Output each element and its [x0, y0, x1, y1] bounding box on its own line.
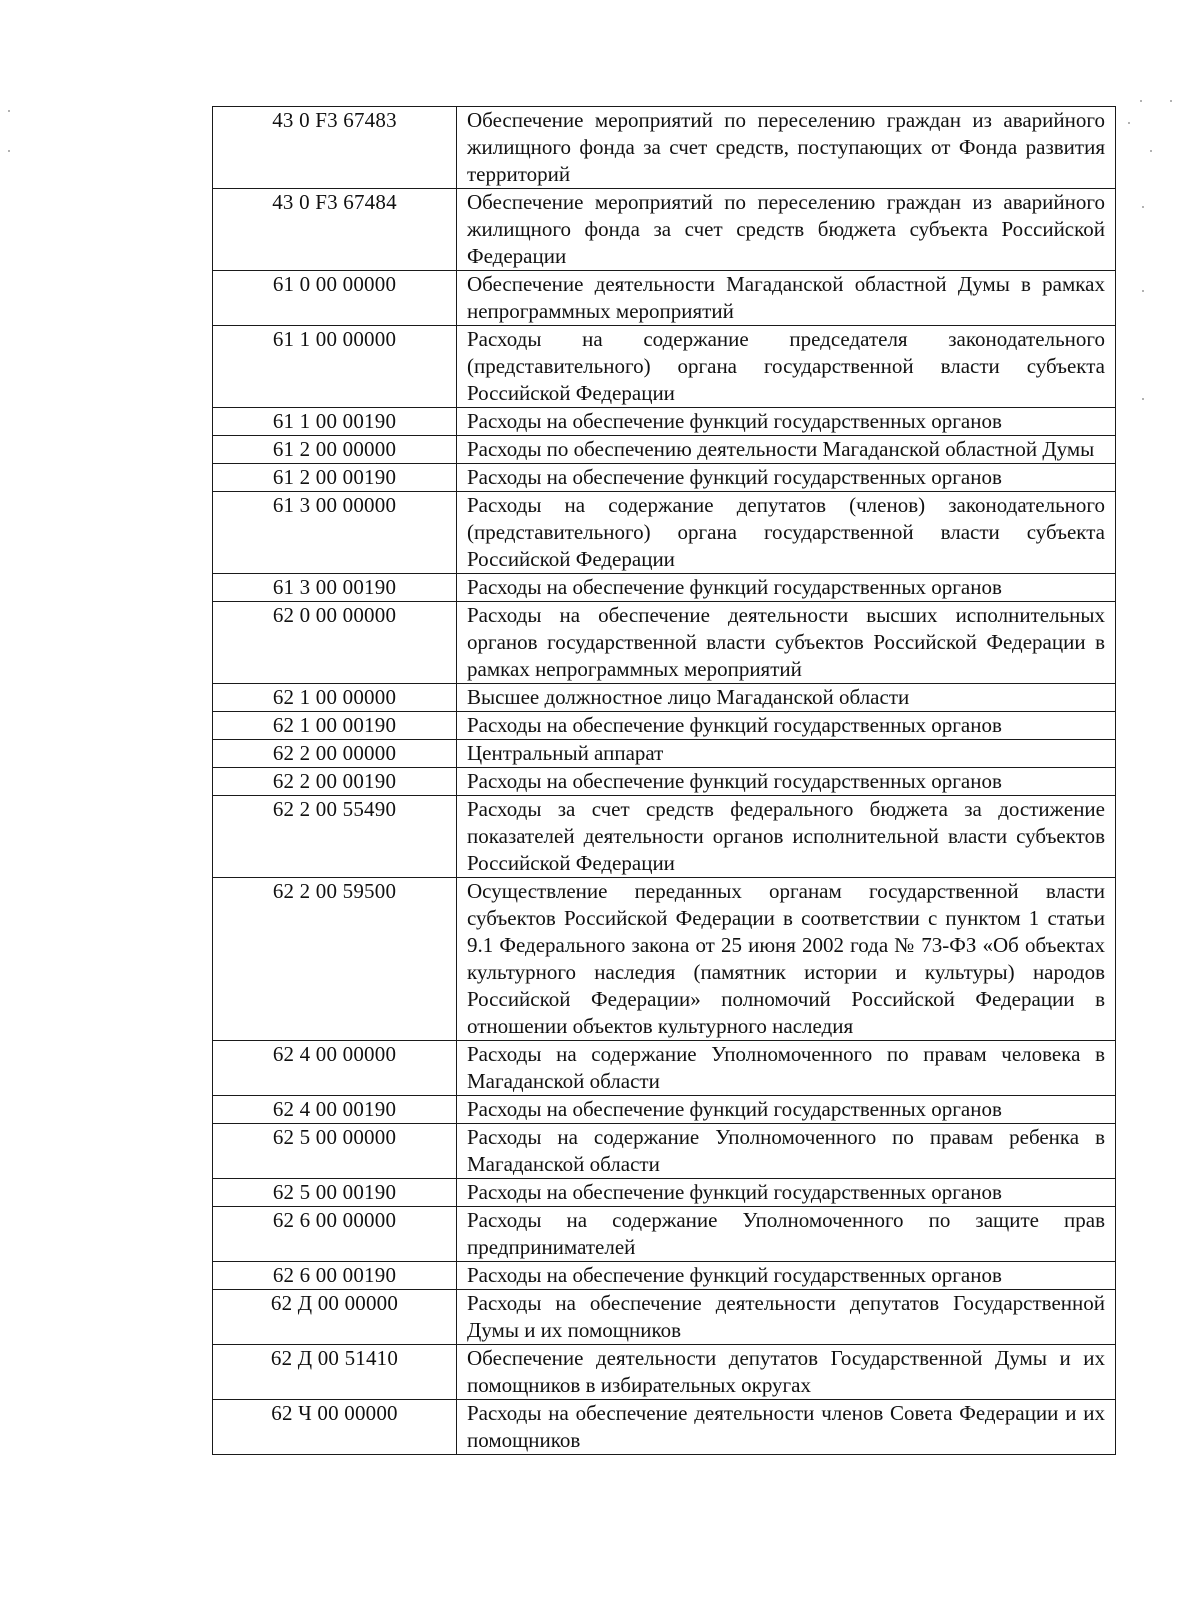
budget-code-cell: 62 2 00 59500 [213, 878, 457, 1041]
budget-code-cell: 62 2 00 00190 [213, 768, 457, 796]
table-row [213, 1096, 1116, 1124]
budget-code-cell: 62 6 00 00000 [213, 1207, 457, 1262]
table-row [213, 326, 1116, 408]
budget-code-cell: 62 Ч 00 00000 [213, 1400, 457, 1455]
table-row [213, 878, 1116, 1041]
expense-description-cell: Обеспечение мероприятий по переселению граждан из аварийного жилищного фонда за счет средств бюджета субъекта Российской Федерации [457, 189, 1116, 271]
budget-code-cell: 61 3 00 00000 [213, 492, 457, 574]
expense-description-cell: Расходы на обеспечение деятельности членов Совета Федерации и их помощников [457, 1400, 1116, 1455]
expense-description-cell: Расходы за счет средств федерального бюджета за достижение показателей деятельности органов исполнительной власти субъектов Российской Федерации [457, 796, 1116, 878]
budget-code-cell: 62 5 00 00000 [213, 1124, 457, 1179]
scan-speck [1140, 100, 1142, 102]
budget-code-cell: 62 Д 00 00000 [213, 1290, 457, 1345]
expense-description-cell: Центральный аппарат [457, 740, 1116, 768]
budget-code-cell: 62 1 00 00190 [213, 712, 457, 740]
table-row [213, 712, 1116, 740]
table-row [213, 1124, 1116, 1179]
expense-description-cell: Расходы на обеспечение функций государственных органов [457, 1262, 1116, 1290]
expense-description-cell: Расходы на обеспечение функций государственных органов [457, 1096, 1116, 1124]
table-row [213, 408, 1116, 436]
budget-codes-table [212, 106, 1116, 1455]
expense-description-cell: Расходы на обеспечение функций государственных органов [457, 408, 1116, 436]
budget-code-cell: 62 2 00 00000 [213, 740, 457, 768]
expense-description-cell: Расходы на обеспечение функций государственных органов [457, 464, 1116, 492]
table-row [213, 768, 1116, 796]
budget-code-cell: 62 1 00 00000 [213, 684, 457, 712]
budget-code-cell: 62 2 00 55490 [213, 796, 457, 878]
expense-description-cell: Обеспечение деятельности Магаданской областной Думы в рамках непрограммных мероприятий [457, 271, 1116, 326]
budget-code-cell: 43 0 F3 67483 [213, 107, 457, 189]
table-row [213, 1400, 1116, 1455]
table-row [213, 436, 1116, 464]
scan-speck [1170, 100, 1172, 102]
expense-description-cell: Расходы на обеспечение функций государственных органов [457, 1179, 1116, 1207]
budget-code-cell: 62 5 00 00190 [213, 1179, 457, 1207]
scan-speck [8, 150, 10, 152]
budget-code-cell: 43 0 F3 67484 [213, 189, 457, 271]
table-row [213, 189, 1116, 271]
scan-speck [8, 110, 10, 112]
expense-description-cell: Расходы на содержание Уполномоченного по правам человека в Магаданской области [457, 1041, 1116, 1096]
expense-description-cell: Обеспечение мероприятий по переселению граждан из аварийного жилищного фонда за счет средств, поступающих от Фонда развития территорий [457, 107, 1116, 189]
table-row [213, 684, 1116, 712]
scan-speck [1128, 122, 1130, 124]
table-row [213, 464, 1116, 492]
expense-description-cell: Расходы на содержание председателя законодательного (представительного) органа государственной власти субъекта Российской Федерации [457, 326, 1116, 408]
table-row [213, 796, 1116, 878]
expense-description-cell: Расходы на содержание Уполномоченного по защите прав предпринимателей [457, 1207, 1116, 1262]
table-row [213, 740, 1116, 768]
table-row [213, 271, 1116, 326]
budget-code-cell: 61 1 00 00190 [213, 408, 457, 436]
budget-code-cell: 61 3 00 00190 [213, 574, 457, 602]
scan-speck [1150, 150, 1152, 152]
budget-code-cell: 61 0 00 00000 [213, 271, 457, 326]
budget-code-cell: 62 4 00 00190 [213, 1096, 457, 1124]
expense-description-cell: Расходы на обеспечение функций государственных органов [457, 574, 1116, 602]
expense-description-cell: Расходы на обеспечение деятельности высших исполнительных органов государственной власти субъектов Российской Федерации в рамках непрограммных мероприятий [457, 602, 1116, 684]
table-row [213, 1262, 1116, 1290]
scan-speck [1142, 398, 1144, 400]
budget-code-cell: 62 4 00 00000 [213, 1041, 457, 1096]
table-row [213, 492, 1116, 574]
expense-description-cell: Осуществление переданных органам государственной власти субъектов Российской Федерации в соответствии с пунктом 1 статьи 9.1 Федерального закона от 25 июня 2002 года № 73-ФЗ «Об объектах культурного наследия (памятник истории и культуры) народов Российской Федерации» полномочий Российской Федерации в отношении объектов культурного наследия [457, 878, 1116, 1041]
expense-description-cell: Расходы на обеспечение деятельности депутатов Государственной Думы и их помощников [457, 1290, 1116, 1345]
table-row [213, 1290, 1116, 1345]
table-row [213, 1345, 1116, 1400]
table-row [213, 107, 1116, 189]
table-row [213, 574, 1116, 602]
budget-code-cell: 62 Д 00 51410 [213, 1345, 457, 1400]
expense-description-cell: Обеспечение деятельности депутатов Государственной Думы и их помощников в избирательных округах [457, 1345, 1116, 1400]
table-body [213, 107, 1116, 1455]
budget-code-cell: 61 2 00 00190 [213, 464, 457, 492]
budget-code-cell: 61 2 00 00000 [213, 436, 457, 464]
table-row [213, 602, 1116, 684]
expense-description-cell: Расходы на содержание депутатов (членов) законодательного (представительного) органа государственной власти субъекта Российской Федерации [457, 492, 1116, 574]
expense-description-cell: Расходы по обеспечению деятельности Магаданской областной Думы [457, 436, 1116, 464]
expense-description-cell: Расходы на обеспечение функций государственных органов [457, 768, 1116, 796]
expense-description-cell: Высшее должностное лицо Магаданской области [457, 684, 1116, 712]
budget-code-cell: 62 6 00 00190 [213, 1262, 457, 1290]
table-row [213, 1207, 1116, 1262]
budget-code-cell: 61 1 00 00000 [213, 326, 457, 408]
table-row [213, 1179, 1116, 1207]
scan-speck [1142, 290, 1144, 292]
scan-speck [1142, 206, 1144, 208]
table-row [213, 1041, 1116, 1096]
expense-description-cell: Расходы на содержание Уполномоченного по правам ребенка в Магаданской области [457, 1124, 1116, 1179]
expense-description-cell: Расходы на обеспечение функций государственных органов [457, 712, 1116, 740]
budget-code-cell: 62 0 00 00000 [213, 602, 457, 684]
